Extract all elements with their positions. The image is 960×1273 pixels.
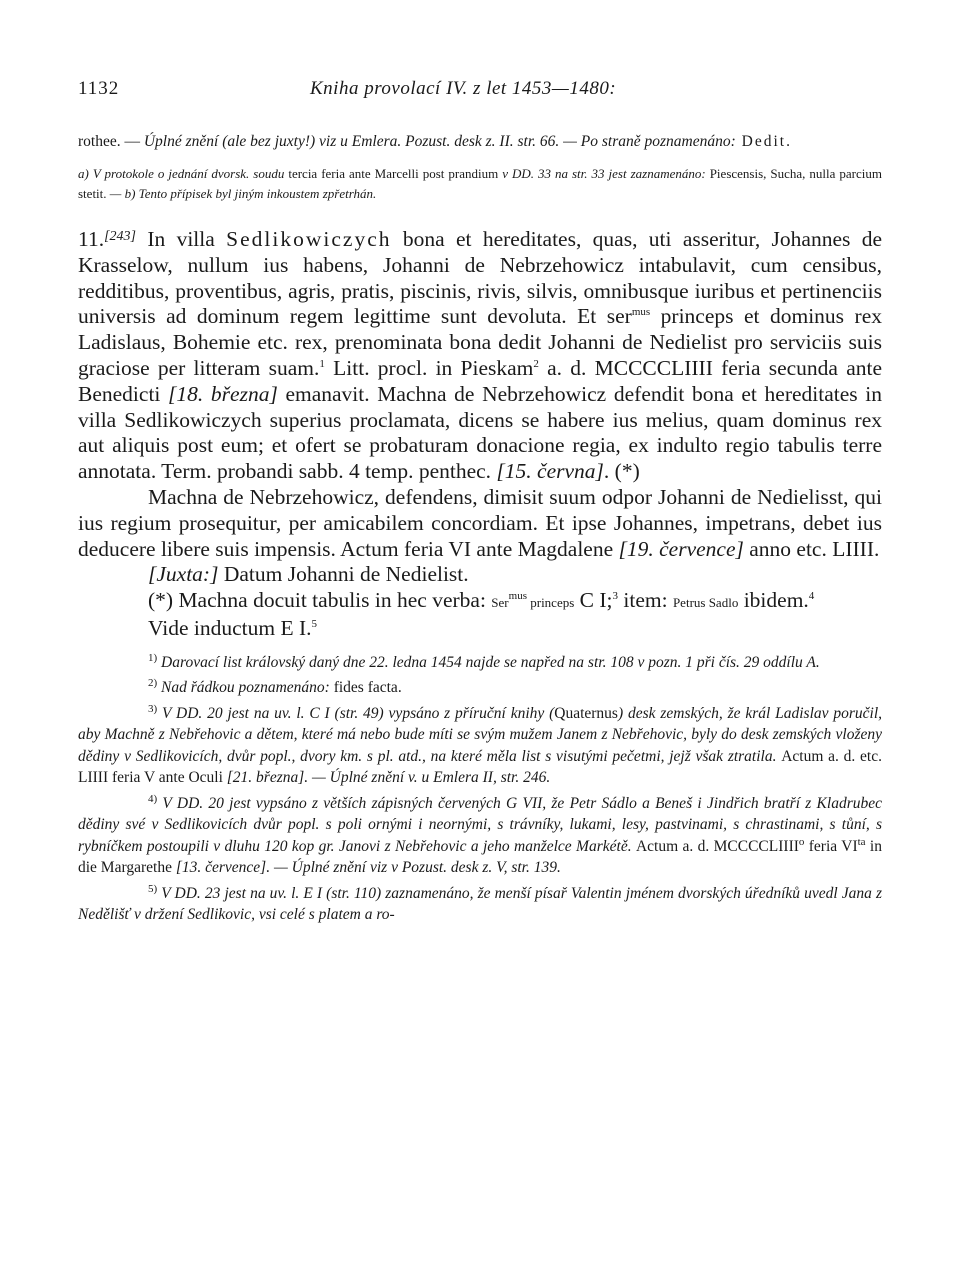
footnote-mark: 3) xyxy=(148,702,158,715)
date-annotation: [19. července] xyxy=(618,536,744,561)
entry-paragraph-2 xyxy=(78,485,882,562)
place-name: Sedlikowiczych xyxy=(226,227,392,251)
entry-text: anno etc. LIIII. xyxy=(743,536,880,561)
footnote-text: fides facta. xyxy=(333,679,402,697)
entry-paragraph-4 xyxy=(78,588,882,616)
entry-number: 11. xyxy=(78,227,105,251)
footnote-text: Nad řádkou poznamenáno: xyxy=(157,679,334,697)
entry-text: princeps xyxy=(526,595,575,611)
footnote-text: V DD. 20 jest na uv. l. C I (str. 49) vypsáno z příruční knihy ( xyxy=(157,704,555,722)
note-a-prefix: a) V protokole o jednání dvorsk. soudu xyxy=(78,166,289,181)
footnote-text: V DD. 20 jest vypsáno z větších zápisných červených G VII, že Petr Sádlo a Beneš i Jindřich bratří z Kladrubec dědiny své v Sedlikovicích dvůr popl. s poli ornými i neornými, s trávníky, lukami, lesy, pastvinami, s chrastinami, s tůní, s rybníčkem postoupili v dluhu 120 kop gr. Janovi z Nebřehovic a jeho manželce Markétě. xyxy=(78,794,882,855)
superscript: mus xyxy=(508,590,527,602)
footnote-ref: 2 xyxy=(533,357,539,370)
note-a-post: v DD. 33 na str. 33 jest zaznamenáno: xyxy=(498,166,710,181)
entry-paragraph-5 xyxy=(78,616,882,642)
entry-11 xyxy=(78,224,882,642)
entry-paragraph-1 xyxy=(78,224,882,485)
running-title: Kniha provolací IV. z let 1453—1480: xyxy=(310,78,617,99)
superscript: o xyxy=(798,835,805,848)
entry-text: emanavit. Machna de Nebrzehowicz defendit bona et hereditates in villa Sedlikowiczych superius proclamata, dicens se habere ius melius, quam dominus rex aut aliquis post eum; et ofert se probaturam donacione regia, ex indulto regio tabulis terre annotata. Term. probandi sabb. 4 temp. penthec. xyxy=(78,381,883,484)
date-annotation: [18. března] xyxy=(168,381,278,406)
entry-text: ibidem. xyxy=(738,588,809,613)
entry-text: Ser xyxy=(491,595,509,611)
juxta-label: [Juxta:] xyxy=(148,562,219,587)
footnote-text: Actum a. d. MCCCCLIIII xyxy=(635,837,799,855)
prev-dedit: Dedit. xyxy=(735,133,792,150)
footnote-text: in die Margarethe xyxy=(78,837,882,877)
prev-text: rothee. — xyxy=(78,133,144,150)
footnote-text: Actum a. d. etc. LIIII feria V ante Oculi xyxy=(78,747,882,787)
footnote-mark: 4) xyxy=(148,792,158,805)
footnotes xyxy=(78,652,882,926)
note-a-text: Piescensis, Sucha, nulla parcium stetit. xyxy=(78,166,882,201)
footnote-ref: 4 xyxy=(808,590,815,602)
footnote-ref: 5 xyxy=(311,617,318,630)
entry-text: C I; xyxy=(574,588,613,613)
footnote-mark: 2) xyxy=(148,677,158,690)
footnote-text: Quaternus xyxy=(554,704,618,722)
footnote-2 xyxy=(78,677,882,699)
footnote-text: V DD. 23 jest na uv. l. E I (str. 110) zaznamenáno, že menší písař Valentin jménem dvorských úředníků uvedl Jana z Nedělišť v držení Sedlikovic, vsi celé s platem a ro- xyxy=(78,884,882,924)
footnote-5 xyxy=(78,883,882,926)
entry-text: (*) Machna docuit tabulis in hec verba: xyxy=(148,588,492,613)
footnote-text: Darovací list královský daný dne 22. ledna 1454 najde se napřed na str. 108 v pozn. 1 při čís. 29 oddílu A. xyxy=(157,653,820,671)
entry-text: Machna de Nebrzehowicz, defendens, dimisit suum odpor Johanni de Nedielisst, qui ius regium prosequitur, per amicabilem concordiam. Et ipse Johannes, impetrans, debet ius deducere libere suis impensis. Actum feria VI ante Magdalene xyxy=(78,484,882,561)
footnote-1 xyxy=(78,652,882,674)
previous-entry-notes xyxy=(78,164,882,204)
entry-text: bona et hereditates, quas, uti asseritur, Johannes de Krasselow, nullum ius habens, Johanni de Nebrzehowicz intabulavit, cum censibus, redditibus, proventibus, agris, pratis, piscinis, rivis, silvis, omnibusque iuribus et pertinenciis universis ad dominum regem legittime sunt devoluta. Et ser xyxy=(78,227,883,329)
entry-paragraph-3 xyxy=(78,562,882,588)
entry-text: . (*) xyxy=(603,459,640,484)
previous-entry-tail xyxy=(78,132,882,152)
margin-reference: [243] xyxy=(104,229,136,244)
footnote-3 xyxy=(78,703,882,789)
entry-text: Vide inductum E I. xyxy=(148,615,312,640)
entry-text: princeps et dominus rex Ladislaus, Bohemie etc. rex, prenominata bona dedit Johanni de Nedielist pro serviciis suis graciose per litteram suam. xyxy=(78,304,882,380)
footnote-text: feria VI xyxy=(804,837,858,855)
superscript: mus xyxy=(631,306,651,319)
entry-text: Petrus Sadlo xyxy=(672,595,739,611)
footnote-4 xyxy=(78,793,882,879)
footnote-mark: 1) xyxy=(148,651,158,664)
entry-text: a. d. MCCCCLIIII feria secunda ante Benedicti xyxy=(78,355,883,406)
footnote-ref: 1 xyxy=(319,357,325,370)
page-header xyxy=(78,78,882,112)
page-number: 1132 xyxy=(78,78,120,99)
footnote-text: [13. července]. — Úplné znění viz v Pozust. desk z. V, str. 139. xyxy=(171,859,561,877)
footnote-mark: 5) xyxy=(148,882,158,895)
date-annotation: [15. června] xyxy=(496,459,604,484)
entry-text: In villa xyxy=(135,227,227,251)
note-b-text: — b) Tento přípisek byl jiným inkoustem zpřetrhán. xyxy=(106,186,377,201)
footnote-text: ) desk zemských, že král Ladislav poručil, aby Machně z Nebřehovic a dětem, které má nebo bude míti se svým mužem Janem z Nebřehovic, byly do desk zemských vloženy dědiny v Sedlikovicích, dvůr popl., dvory km. s pl. atd., na které měla list s visutými pečetmi, jejž však ztratila. xyxy=(78,704,883,765)
superscript: ta xyxy=(857,835,866,848)
entry-text: item: xyxy=(618,588,673,613)
footnote-text: [21. března]. — Úplné znění v. u Emlera II, str. 246. xyxy=(222,769,551,787)
note-a-latin: tercia feria ante Marcelli post prandium xyxy=(288,166,499,181)
footnote-ref: 3 xyxy=(612,590,619,602)
prev-note: Úplné znění (ale bez juxty!) viz u Emlera. Pozust. desk z. II. str. 66. — Po straně poznamenáno: xyxy=(143,133,736,150)
entry-text: Datum Johanni de Nedielist. xyxy=(218,562,469,587)
entry-text: Litt. procl. in Pieskam xyxy=(324,355,534,380)
page xyxy=(78,78,882,926)
